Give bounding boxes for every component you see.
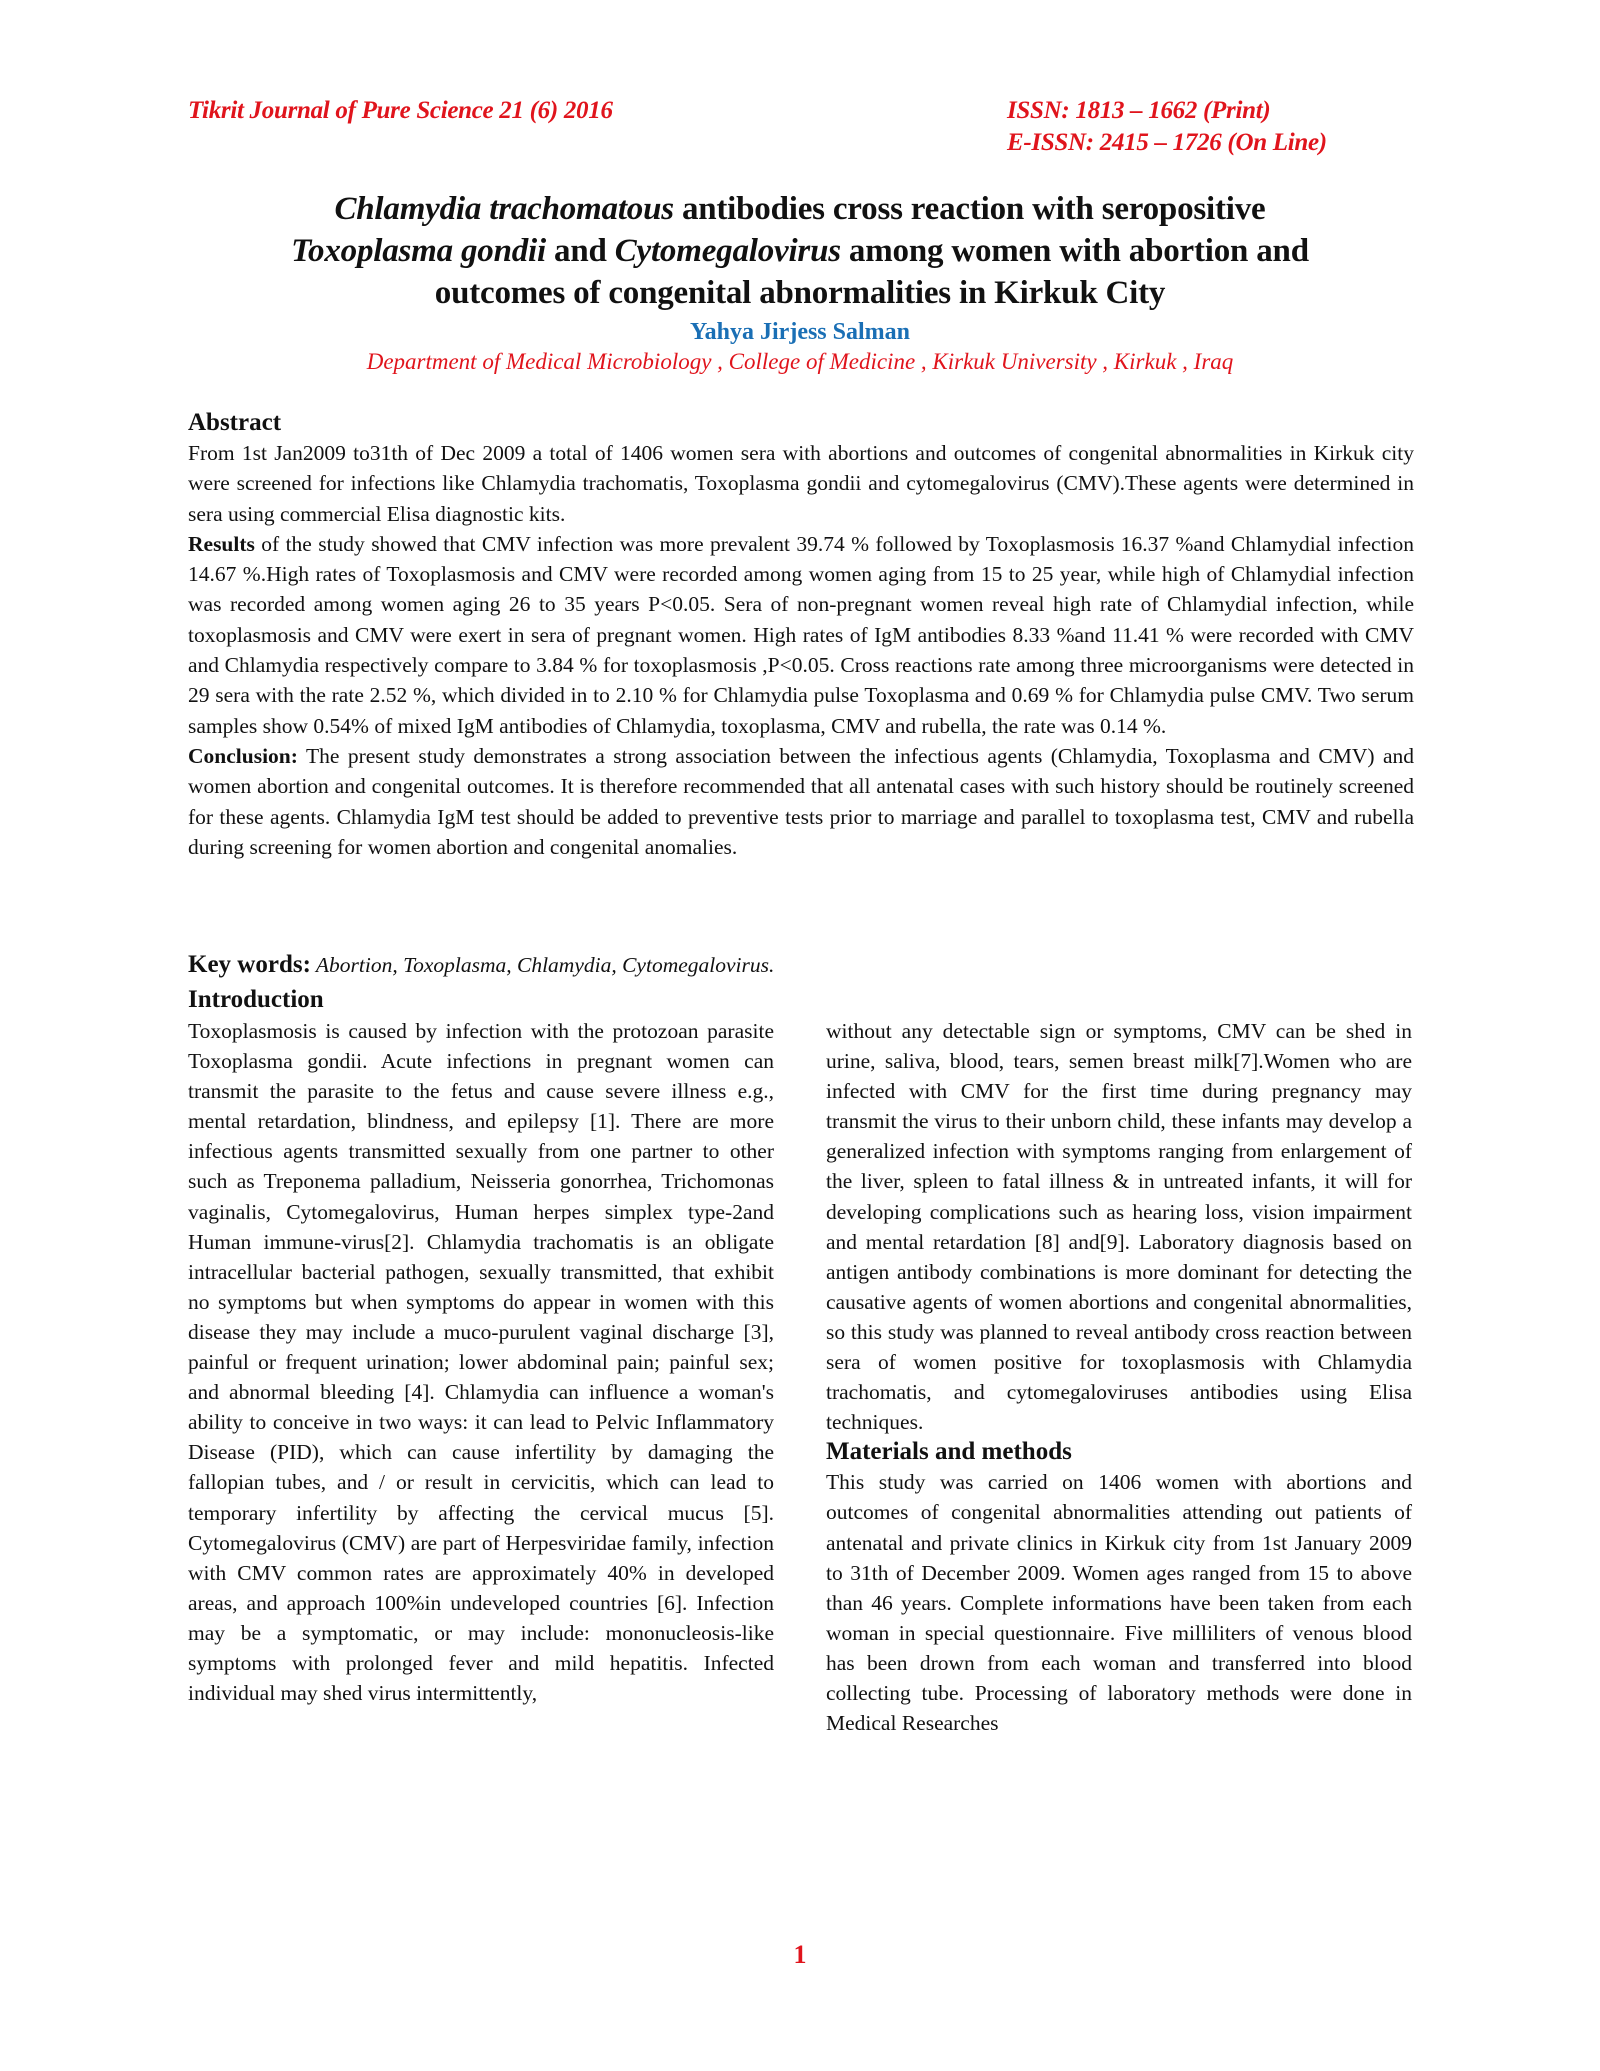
introduction-heading: Introduction xyxy=(188,986,324,1013)
issn-print: ISSN: 1813 – 1662 (Print) xyxy=(1007,97,1271,124)
abstract-body xyxy=(188,438,1414,862)
title-text-2: and xyxy=(545,233,615,269)
keywords-label: Key words: xyxy=(188,951,311,978)
author-name: Yahya Jirjess Salman xyxy=(689,319,911,345)
introduction-left-column xyxy=(188,1016,774,1708)
results-text: of the study showed that CMV infection was more prevalent 39.74 % followed by Toxoplasmosis 16.37 %and Chlamydial infection 14.67 %.High rates of Toxoplasmosis and CMV were recorded among women aging from 15 to 25 year, while high of Chlamydial infection was recorded among women aging 26 to 35 years P<0.05. Sera of non-pregnant women reveal high rate of Chlamydial infection, while toxoplasmosis and CMV were exert in sera of pregnant women. High rates of IgM antibodies 8.33 %and 11.41 % were recorded with CMV and Chlamydia respectively compare to 3.84 % for toxoplasmosis ,P<0.05. Cross reactions rate among three microorganisms were detected in 29 sera with the rate 2.52 %, which divided in to 2.10 % for Chlamydia pulse Toxoplasma and 0.69 % for Chlamydia pulse CMV. Two serum samples show 0.54% of mixed IgM antibodies of Chlamydia, toxoplasma, CMV and rubella, the rate was 0.14 %. xyxy=(188,531,1414,738)
abstract-intro: From 1st Jan2009 to31th of Dec 2009 a total of 1406 women sera with abortions and outcomes of congenital abnormalities in Kirkuk city were screened for infections like Chlamydia trachomatis, Toxoplasma gondii and cytomegalovirus (CMV).These agents were determined in sera using commercial Elisa diagnostic kits. xyxy=(188,441,1414,526)
title-text-1: antibodies cross reaction with seropositive xyxy=(673,191,1266,227)
abstract-heading: Abstract xyxy=(188,409,282,436)
author-affiliation: Department of Medical Microbiology , College of Medicine , Kirkuk University , Kirkuk , Iraq xyxy=(366,349,1234,374)
journal-header: Tikrit Journal of Pure Science 21 (6) 2016 xyxy=(188,97,613,124)
methods-text: This study was carried on 1406 women with abortions and outcomes of congenital abnormalities attending out patients of antenatal and private clinics in Kirkuk city from 1st January 2009 to 31th of December 2009. Women ages ranged from 15 to above than 46 years. Complete informations have been taken from each woman in special questionnaire. Five milliliters of venous blood has been drown from each woman and transferred into blood collecting tube. Processing of laboratory methods were done in Medical Researches xyxy=(826,1470,1412,1736)
results-label: Results xyxy=(188,531,255,556)
conclusion-label: Conclusion: xyxy=(188,743,298,768)
title-organism-2: Toxoplasma gondii xyxy=(291,233,546,269)
title-text-4: outcomes of congenital abnormalities in Kirkuk City xyxy=(434,275,1166,311)
page-number: 1 xyxy=(793,1940,807,1969)
title-organism-1: Chlamydia trachomatous xyxy=(334,191,674,227)
keywords xyxy=(188,950,774,980)
conclusion-text: The present study demonstrates a strong association between the infectious agents (Chlamydia, Toxoplasma and CMV) and women abortion and congenital outcomes. It is therefore recommended that all antenatal cases with such history should be routinely screened for these agents. Chlamydia IgM test should be added to preventive tests prior to marriage and parallel to toxoplasma test, CMV and rubella during screening for women abortion and congenital anomalies. xyxy=(188,743,1414,859)
title-text-3: among women with abortion and xyxy=(840,233,1309,269)
abstract-conclusion xyxy=(188,741,1414,862)
right-column xyxy=(826,1016,1412,1738)
issn-block xyxy=(1007,95,1327,159)
issn-online: E-ISSN: 2415 – 1726 (On Line) xyxy=(1007,129,1327,156)
keywords-value: Abortion, Toxoplasma, Chlamydia, Cytomegalovirus. xyxy=(310,953,775,977)
introduction-right-text: without any detectable sign or symptoms, CMV can be shed in urine, saliva, blood, tears, semen breast milk[7].Women who are infected with CMV for the first time during pregnancy may transmit the virus to their unborn child, these infants may develop a generalized infection with symptoms ranging from enlargement of the liver, spleen to fatal illness & in untreated infants, it will for developing complications such as hearing loss, vision impairment and mental retardation [8] and[9]. Laboratory diagnosis based on antigen antibody combinations is more dominant for detecting the causative agents of women abortions and congenital abnormalities, so this study was planned to reveal antibody cross reaction between sera of women positive for toxoplasmosis with Chlamydia trachomatis, and cytomegaloviruses antibodies using Elisa techniques. xyxy=(826,1019,1412,1435)
title-organism-3: Cytomegalovirus xyxy=(614,233,841,269)
paper-title xyxy=(180,188,1420,314)
methods-heading: Materials and methods xyxy=(826,1438,1072,1466)
abstract-results xyxy=(188,529,1414,741)
introduction-left-text: Toxoplasmosis is caused by infection with the protozoan parasite Toxoplasma gondii. Acute infections in pregnant women can transmit the parasite to the fetus and cause severe illness e.g., mental retardation, blindness, and epilepsy [1]. There are more infectious agents transmitted sexually from one partner to other such as Treponema palladium, Neisseria gonorrhea, Trichomonas vaginalis, Cytomegalovirus, Human herpes simplex type-2and Human immune-virus[2]. Chlamydia trachomatis is an obligate intracellular bacterial pathogen, sexually transmitted, that exhibit no symptoms but when symptoms do appear in women with this disease they may include a muco-purulent vaginal discharge [3], painful or frequent urination; lower abdominal pain; painful sex; and abnormal bleeding [4]. Chlamydia can influence a woman's ability to conceive in two ways: it can lead to Pelvic Inflammatory Disease (PID), which can cause infertility by damaging the fallopian tubes, and / or result in cervicitis, which can lead to temporary infertility by affecting the cervical mucus [5]. Cytomegalovirus (CMV) are part of Herpesviridae family, infection with CMV common rates are approximately 40% in developed areas, and approach 100%in undeveloped countries [6]. Infection may be a symptomatic, or may include: mononucleosis-like symptoms with prolonged fever and mild hepatitis. Infected individual may shed virus intermittently, xyxy=(188,1019,774,1706)
